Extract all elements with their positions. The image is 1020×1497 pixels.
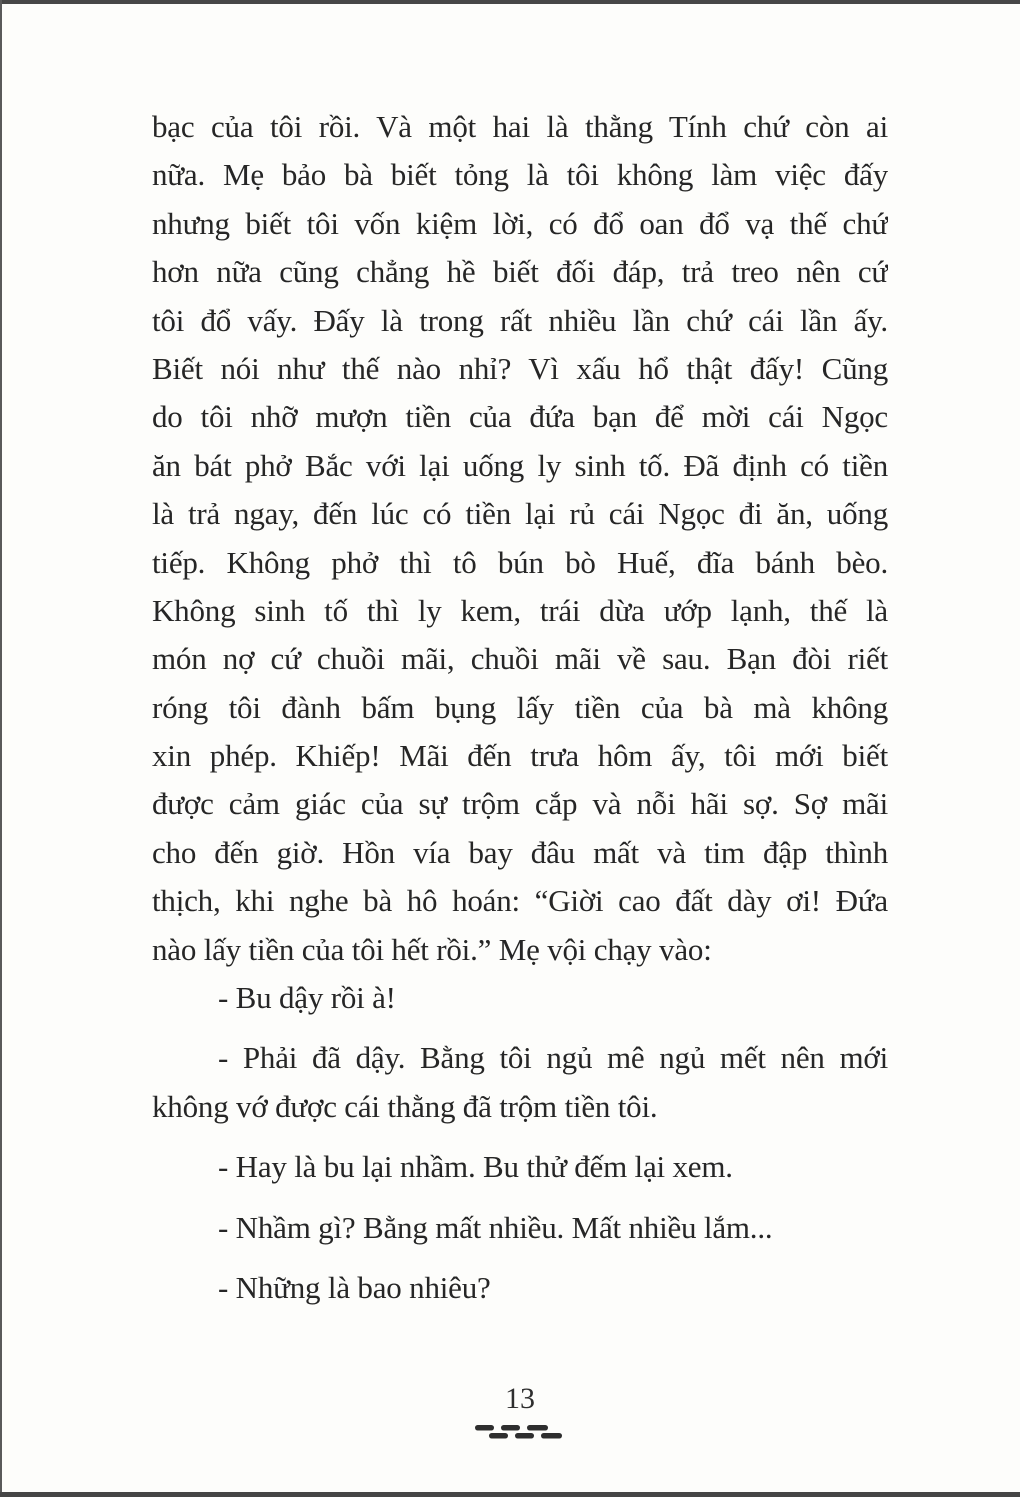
text-line: món nợ cứ chuồi mãi, chuồi mãi về sau. Bạn đòi riết <box>152 641 888 677</box>
text-line: nào lấy tiền của tôi hết rồi.” Mẹ vội chạy vào: <box>152 931 712 967</box>
page-footer <box>152 1382 888 1446</box>
scan-edge-left <box>0 0 2 1497</box>
text-line: tiếp. Không phở thì tô bún bò Huế, đĩa bánh bèo. <box>152 544 888 580</box>
paragraph <box>152 1034 888 1131</box>
text-line: là trả ngay, đến lúc có tiền lại rủ cái Ngọc đi ăn, uống <box>152 496 888 532</box>
text-line: hơn nữa cũng chẳng hề biết đối đáp, trả treo nên cứ <box>152 254 888 290</box>
text-line: - Bu dậy rồi à! <box>218 980 396 1016</box>
text-line: được cảm giác của sự trộm cắp và nỗi hãi sợ. Sợ mãi <box>152 786 888 822</box>
text-line: cho đến giờ. Hồn vía bay đâu mất và tim đập thình <box>152 834 888 870</box>
text-line: - Nhầm gì? Bằng mất nhiều. Mất nhiều lắm... <box>218 1209 773 1245</box>
paragraph <box>152 1204 888 1252</box>
text-line: do tôi nhỡ mượn tiền của đứa bạn để mời cái Ngọc <box>152 399 888 435</box>
text-line: - Hay là bu lại nhầm. Bu thử đếm lại xem. <box>218 1149 733 1185</box>
text-line: Không sinh tố thì ly kem, trái dừa ướp lạnh, thế là <box>152 592 888 628</box>
text-line: - Phải đã dậy. Bằng tôi ngủ mê ngủ mết nên mới <box>218 1040 888 1076</box>
paragraph <box>152 103 888 974</box>
scan-edge-top <box>0 0 1020 4</box>
text-line: nhưng biết tôi vốn kiệm lời, có đổ oan đổ vạ thế chứ <box>152 205 888 241</box>
page-number: 13 <box>505 1382 535 1415</box>
text-line: xin phép. Khiếp! Mãi đến trưa hôm ấy, tôi mới biết <box>152 738 888 774</box>
text-line: ăn bát phở Bắc với lại uống ly sinh tố. Đã định có tiền <box>152 447 888 483</box>
text-line: - Những là bao nhiêu? <box>218 1269 491 1305</box>
text-line: nữa. Mẹ bảo bà biết tỏng là tôi không làm việc đấy <box>152 157 888 193</box>
scan-edge-bottom <box>0 1492 1020 1497</box>
text-line: thịch, khi nghe bà hô hoán: “Giời cao đất dày ơi! Đứa <box>152 883 888 919</box>
text-line: tôi đổ vấy. Đấy là trong rất nhiều lần chứ cái lần ấy. <box>152 302 888 338</box>
text-line: không vớ được cái thằng đã trộm tiền tôi. <box>152 1088 658 1124</box>
text-line: róng tôi đành bấm bụng lấy tiền của bà mà không <box>152 689 888 725</box>
dash-ornament-icon <box>152 1423 888 1446</box>
text-block <box>152 103 888 1324</box>
text-line: bạc của tôi rồi. Và một hai là thằng Tính chứ còn ai <box>152 109 888 144</box>
paragraph <box>152 1143 888 1191</box>
paragraph <box>152 1264 888 1312</box>
paragraph <box>152 974 888 1022</box>
text-line: Biết nói như thế nào nhỉ? Vì xấu hổ thật đấy! Cũng <box>152 350 888 386</box>
